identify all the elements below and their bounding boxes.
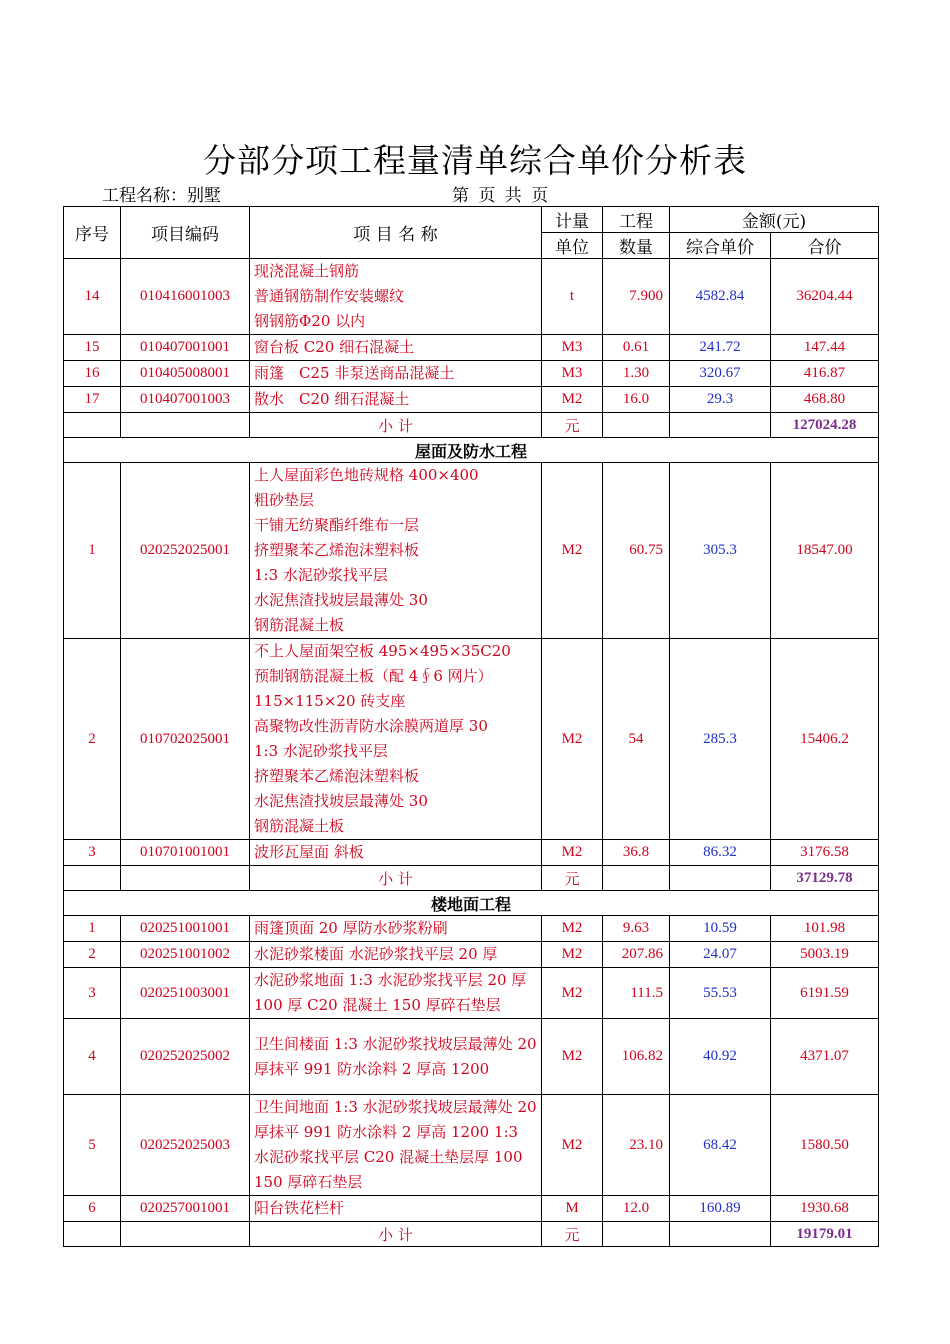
section-title-row bbox=[64, 438, 879, 463]
row-seq: 3 bbox=[64, 968, 121, 1019]
row-qty: 1.30 bbox=[603, 361, 670, 387]
row-unit-price: 4582.84 bbox=[670, 259, 771, 335]
row-seq: 15 bbox=[64, 335, 121, 361]
row-code: 020251003001 bbox=[121, 968, 250, 1019]
subtotal-row bbox=[64, 1222, 879, 1247]
row-name: 水泥砂浆楼面 水泥砂浆找平层 20 厚 bbox=[250, 942, 542, 968]
row-unit: M2 bbox=[542, 1095, 603, 1196]
analysis-table bbox=[63, 206, 879, 1247]
subtotal-blank bbox=[121, 1222, 250, 1247]
row-code: 010407001001 bbox=[121, 335, 250, 361]
row-name: 阳台铁花栏杆 bbox=[250, 1196, 542, 1222]
row-unit-price: 10.59 bbox=[670, 916, 771, 942]
row-unit-price: 29.3 bbox=[670, 387, 771, 413]
row-total: 1930.68 bbox=[771, 1196, 879, 1222]
row-total: 18547.00 bbox=[771, 463, 879, 639]
section-title-row bbox=[64, 891, 879, 916]
page-number: 第 页 共 页 bbox=[452, 186, 551, 206]
row-name: 现浇混凝土钢筋 普通钢筋制作安装螺纹 钢钢筋Φ20 以内 bbox=[250, 259, 542, 335]
row-name: 水泥砂浆地面 1:3 水泥砂浆找平层 20 厚 100 厚 C20 混凝土 150 厚碎石垫层 bbox=[250, 968, 542, 1019]
row-name: 散水 C20 细石混凝土 bbox=[250, 387, 542, 413]
header-amount: 金额(元) bbox=[670, 207, 879, 233]
row-seq: 17 bbox=[64, 387, 121, 413]
row-code: 020257001001 bbox=[121, 1196, 250, 1222]
table-row bbox=[64, 1019, 879, 1095]
row-unit: M2 bbox=[542, 840, 603, 866]
row-name: 波形瓦屋面 斜板 bbox=[250, 840, 542, 866]
header-total: 合价 bbox=[771, 233, 879, 259]
row-unit: M2 bbox=[542, 968, 603, 1019]
table-row bbox=[64, 259, 879, 335]
page-title: 分部分项工程量清单综合单价分析表 bbox=[203, 141, 747, 180]
table-row bbox=[64, 639, 879, 840]
subtotal-blank bbox=[670, 1222, 771, 1247]
table-row bbox=[64, 916, 879, 942]
row-unit: M3 bbox=[542, 361, 603, 387]
subtotal-blank bbox=[670, 413, 771, 438]
row-unit-price: 285.3 bbox=[670, 639, 771, 840]
header-unit-price: 综合单价 bbox=[670, 233, 771, 259]
row-unit-price: 68.42 bbox=[670, 1095, 771, 1196]
row-code: 020252025002 bbox=[121, 1019, 250, 1095]
row-total: 4371.07 bbox=[771, 1019, 879, 1095]
row-unit-price: 86.32 bbox=[670, 840, 771, 866]
row-seq: 2 bbox=[64, 942, 121, 968]
table-row bbox=[64, 968, 879, 1019]
row-unit: M2 bbox=[542, 387, 603, 413]
subtotal-value: 127024.28 bbox=[771, 413, 879, 438]
row-qty: 0.61 bbox=[603, 335, 670, 361]
header-name: 项 目 名 称 bbox=[250, 207, 542, 259]
row-qty: 36.8 bbox=[603, 840, 670, 866]
row-unit: M2 bbox=[542, 639, 603, 840]
row-total: 36204.44 bbox=[771, 259, 879, 335]
table-row bbox=[64, 361, 879, 387]
row-total: 101.98 bbox=[771, 916, 879, 942]
row-qty: 111.5 bbox=[603, 968, 670, 1019]
row-unit: M2 bbox=[542, 942, 603, 968]
row-seq: 2 bbox=[64, 639, 121, 840]
table-row bbox=[64, 840, 879, 866]
subtotal-row bbox=[64, 866, 879, 891]
subtotal-blank bbox=[670, 866, 771, 891]
row-seq: 6 bbox=[64, 1196, 121, 1222]
row-name: 窗台板 C20 细石混凝土 bbox=[250, 335, 542, 361]
header-code: 项目编码 bbox=[121, 207, 250, 259]
row-total: 416.87 bbox=[771, 361, 879, 387]
row-code: 020252025003 bbox=[121, 1095, 250, 1196]
row-unit-price: 320.67 bbox=[670, 361, 771, 387]
row-name: 卫生间楼面 1:3 水泥砂浆找坡层最薄处 20 厚抹平 991 防水涂料 2 厚高 1200 bbox=[250, 1019, 542, 1095]
row-unit-price: 24.07 bbox=[670, 942, 771, 968]
row-code: 010405008001 bbox=[121, 361, 250, 387]
table-row bbox=[64, 942, 879, 968]
subtotal-label: 小 计 bbox=[250, 413, 542, 438]
row-qty: 106.82 bbox=[603, 1019, 670, 1095]
subtotal-blank bbox=[64, 866, 121, 891]
row-unit: M2 bbox=[542, 463, 603, 639]
row-code: 010702025001 bbox=[121, 639, 250, 840]
subtotal-unit: 元 bbox=[542, 413, 603, 438]
subtotal-unit: 元 bbox=[542, 866, 603, 891]
row-unit-price: 40.92 bbox=[670, 1019, 771, 1095]
row-unit: M3 bbox=[542, 335, 603, 361]
subtotal-blank bbox=[121, 866, 250, 891]
subtotal-blank bbox=[603, 1222, 670, 1247]
table-row bbox=[64, 1095, 879, 1196]
row-unit: M bbox=[542, 1196, 603, 1222]
row-qty: 23.10 bbox=[603, 1095, 670, 1196]
subtotal-blank bbox=[64, 1222, 121, 1247]
table-row bbox=[64, 335, 879, 361]
row-code: 020251001001 bbox=[121, 916, 250, 942]
row-total: 1580.50 bbox=[771, 1095, 879, 1196]
row-total: 147.44 bbox=[771, 335, 879, 361]
table-row bbox=[64, 387, 879, 413]
subtotal-value: 19179.01 bbox=[771, 1222, 879, 1247]
row-qty: 54 bbox=[603, 639, 670, 840]
row-seq: 16 bbox=[64, 361, 121, 387]
row-total: 6191.59 bbox=[771, 968, 879, 1019]
row-qty: 9.63 bbox=[603, 916, 670, 942]
row-unit-price: 305.3 bbox=[670, 463, 771, 639]
subtotal-value: 37129.78 bbox=[771, 866, 879, 891]
row-unit-price: 55.53 bbox=[670, 968, 771, 1019]
row-unit-price: 241.72 bbox=[670, 335, 771, 361]
row-name: 上人屋面彩色地砖规格 400×400 粗砂垫层 干铺无纺聚酯纤维布一层 挤塑聚苯乙烯泡沫塑料板 1:3 水泥砂浆找平层 水泥焦渣找坡层最薄处 30 钢筋混凝土板 bbox=[250, 463, 542, 639]
row-seq: 3 bbox=[64, 840, 121, 866]
row-code: 010416001003 bbox=[121, 259, 250, 335]
subtotal-blank bbox=[121, 413, 250, 438]
row-unit-price: 160.89 bbox=[670, 1196, 771, 1222]
subtotal-blank bbox=[64, 413, 121, 438]
row-code: 020252025001 bbox=[121, 463, 250, 639]
subtotal-row bbox=[64, 413, 879, 438]
row-name: 卫生间地面 1:3 水泥砂浆找坡层最薄处 20 厚抹平 991 防水涂料 2 厚高 1200 1:3 水泥砂浆找平层 C20 混凝土垫层厚 100 150 厚碎石垫层 bbox=[250, 1095, 542, 1196]
header-row-1 bbox=[64, 207, 879, 233]
row-seq: 5 bbox=[64, 1095, 121, 1196]
subtotal-label: 小 计 bbox=[250, 866, 542, 891]
row-name: 雨篷顶面 20 厚防水砂浆粉刷 bbox=[250, 916, 542, 942]
row-total: 3176.58 bbox=[771, 840, 879, 866]
row-qty: 60.75 bbox=[603, 463, 670, 639]
header-qty-1: 工程 bbox=[603, 207, 670, 233]
section-title: 屋面及防水工程 bbox=[64, 438, 879, 463]
row-unit: t bbox=[542, 259, 603, 335]
row-total: 5003.19 bbox=[771, 942, 879, 968]
header-unit-2: 单位 bbox=[542, 233, 603, 259]
row-total: 468.80 bbox=[771, 387, 879, 413]
row-code: 020251001002 bbox=[121, 942, 250, 968]
subtotal-unit: 元 bbox=[542, 1222, 603, 1247]
table-row bbox=[64, 1196, 879, 1222]
row-code: 010407001003 bbox=[121, 387, 250, 413]
row-name: 雨篷 C25 非泵送商品混凝土 bbox=[250, 361, 542, 387]
row-qty: 12.0 bbox=[603, 1196, 670, 1222]
section-title: 楼地面工程 bbox=[64, 891, 879, 916]
row-code: 010701001001 bbox=[121, 840, 250, 866]
row-seq: 4 bbox=[64, 1019, 121, 1095]
header-qty-2: 数量 bbox=[603, 233, 670, 259]
header-seq: 序号 bbox=[64, 207, 121, 259]
section1-body bbox=[64, 259, 879, 1247]
row-name: 不上人屋面架空板 495×495×35C20 预制钢筋混凝土板（配 4∮6 网片） 115×115×20 砖支座 高聚物改性沥青防水涂膜两道厚 30 1:3 水泥砂浆找平层 挤塑聚苯乙烯泡沫塑料板 水泥焦渣找坡层最薄处 30 钢筋混凝土板 bbox=[250, 639, 542, 840]
row-seq: 14 bbox=[64, 259, 121, 335]
row-seq: 1 bbox=[64, 916, 121, 942]
header-unit-1: 计量 bbox=[542, 207, 603, 233]
subtotal-blank bbox=[603, 866, 670, 891]
project-name: 工程名称：别墅 bbox=[102, 186, 221, 206]
row-qty: 16.0 bbox=[603, 387, 670, 413]
row-unit: M2 bbox=[542, 916, 603, 942]
subtotal-label: 小 计 bbox=[250, 1222, 542, 1247]
row-qty: 7.900 bbox=[603, 259, 670, 335]
table-row bbox=[64, 463, 879, 639]
row-qty: 207.86 bbox=[603, 942, 670, 968]
subtotal-blank bbox=[603, 413, 670, 438]
row-unit: M2 bbox=[542, 1019, 603, 1095]
row-seq: 1 bbox=[64, 463, 121, 639]
row-total: 15406.2 bbox=[771, 639, 879, 840]
